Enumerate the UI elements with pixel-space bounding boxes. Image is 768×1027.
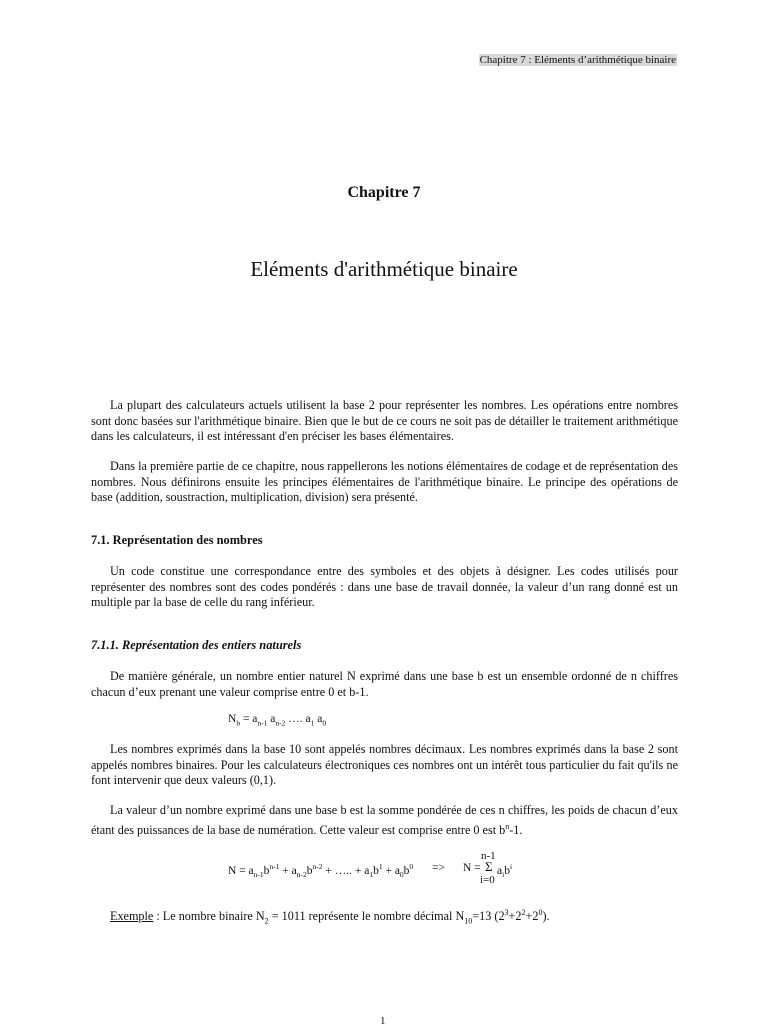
- sigma-lower-bound: i=0: [480, 874, 495, 886]
- implies-arrow: =>: [432, 862, 445, 874]
- section-heading-7-1-1: 7.1.1. Représentation des entiers naturels: [91, 638, 302, 652]
- sigma-lhs: N =: [463, 862, 481, 874]
- page-number: 1: [380, 1015, 386, 1027]
- intro-paragraph-1: [91, 398, 678, 445]
- sigma-notation: [463, 850, 533, 890]
- chapter-label: Chapitre 7: [347, 184, 421, 201]
- formula-digits: $N_b = a_{n-1}$ $a_{n-2}$ …. $a_1$ $a_0$: [228, 713, 327, 728]
- section-7-1-1-paragraph-3: [91, 803, 678, 838]
- section-7-1-1-text-2: Les nombres exprimés dans la base 10 sont appelés nombres décimaux. Les nombres exprimés dans la base 2 sont appelés nombres binaires. Pour les calculateurs électroniques ces nombres ont un intérêt tous particulier du fait qu'ils ne font intervenir que deux valeurs (0,1).: [91, 742, 678, 788]
- chapter-title: Eléments d'arithmétique binaire: [250, 257, 518, 281]
- intro-paragraph-2: [91, 459, 678, 506]
- section-7-1-paragraph: [91, 564, 678, 611]
- section-7-1-1-paragraph-2: [91, 742, 678, 789]
- section-heading-7-1: 7.1. Représentation des nombres: [91, 533, 263, 547]
- section-7-1-1-paragraph-1: [91, 669, 678, 700]
- example-label: Exemple: [110, 909, 154, 924]
- intro-text-1: La plupart des calculateurs actuels utilisent la base 2 pour représenter les nombres. Les opérations entre nombres sont donc basées sur l'arithmétique binaire. Bien que le but de ce cours ne soit pas de détailler le traitement arithmétique dans les calculateurs, il est intéressant d'en préciser les bases élémentaires.: [91, 398, 678, 444]
- section-7-1-1-text-3: La valeur d’un nombre exprimé dans une base b est la somme pondérée de ces n chiffres, les poids de chacun d’eux étant des puissances de la base de numération. Cette valeur est comprise entre 0 est $b^n-1$.: [91, 803, 678, 837]
- sigma-upper-bound: n-1: [481, 850, 496, 862]
- example-line: [91, 905, 678, 929]
- intro-text-2: Dans la première partie de ce chapitre, nous rappellerons les notions élémentaires de codage et de représentation des nombres. Nous définirons ensuite les principes élémentaires de l'arithmétique binaire. Le principe des opérations de base (addition, soustraction, multiplication, division) sera présenté.: [91, 459, 678, 505]
- formula-weighted-sum: $N = a_{n-1}b^{n-1} + a_{n-2}b^{n-2}$ + ….. + $a_1b^1 + a_0b^0$: [228, 862, 414, 880]
- sigma-term: $a_ib^i$: [497, 862, 513, 880]
- section-7-1-1-text-1: De manière générale, un nombre entier naturel N exprimé dans une base b est un ensemble ordonné de n chiffres chacun d’eux prenant une valeur comprise entre 0 et b-1.: [91, 669, 678, 699]
- sigma-symbol: Σ: [485, 859, 493, 874]
- section-7-1-text: Un code constitue une correspondance entre des symboles et des objets à désigner. Les codes utilisés pour représenter des nombres sont des codes pondérés : dans une base de travail donnée, la valeur d’un rang donné est un multiple par la base de celle du rang inférieur.: [91, 564, 678, 610]
- example-text: Exemple : Le nombre binaire $N_2 = 1011$ représente le nombre décimal $N_{10}=13$ $(2^3+2^2+2^0)$.: [110, 908, 550, 926]
- running-header: Chapitre 7 : Eléments d’arithmétique binaire: [479, 54, 676, 66]
